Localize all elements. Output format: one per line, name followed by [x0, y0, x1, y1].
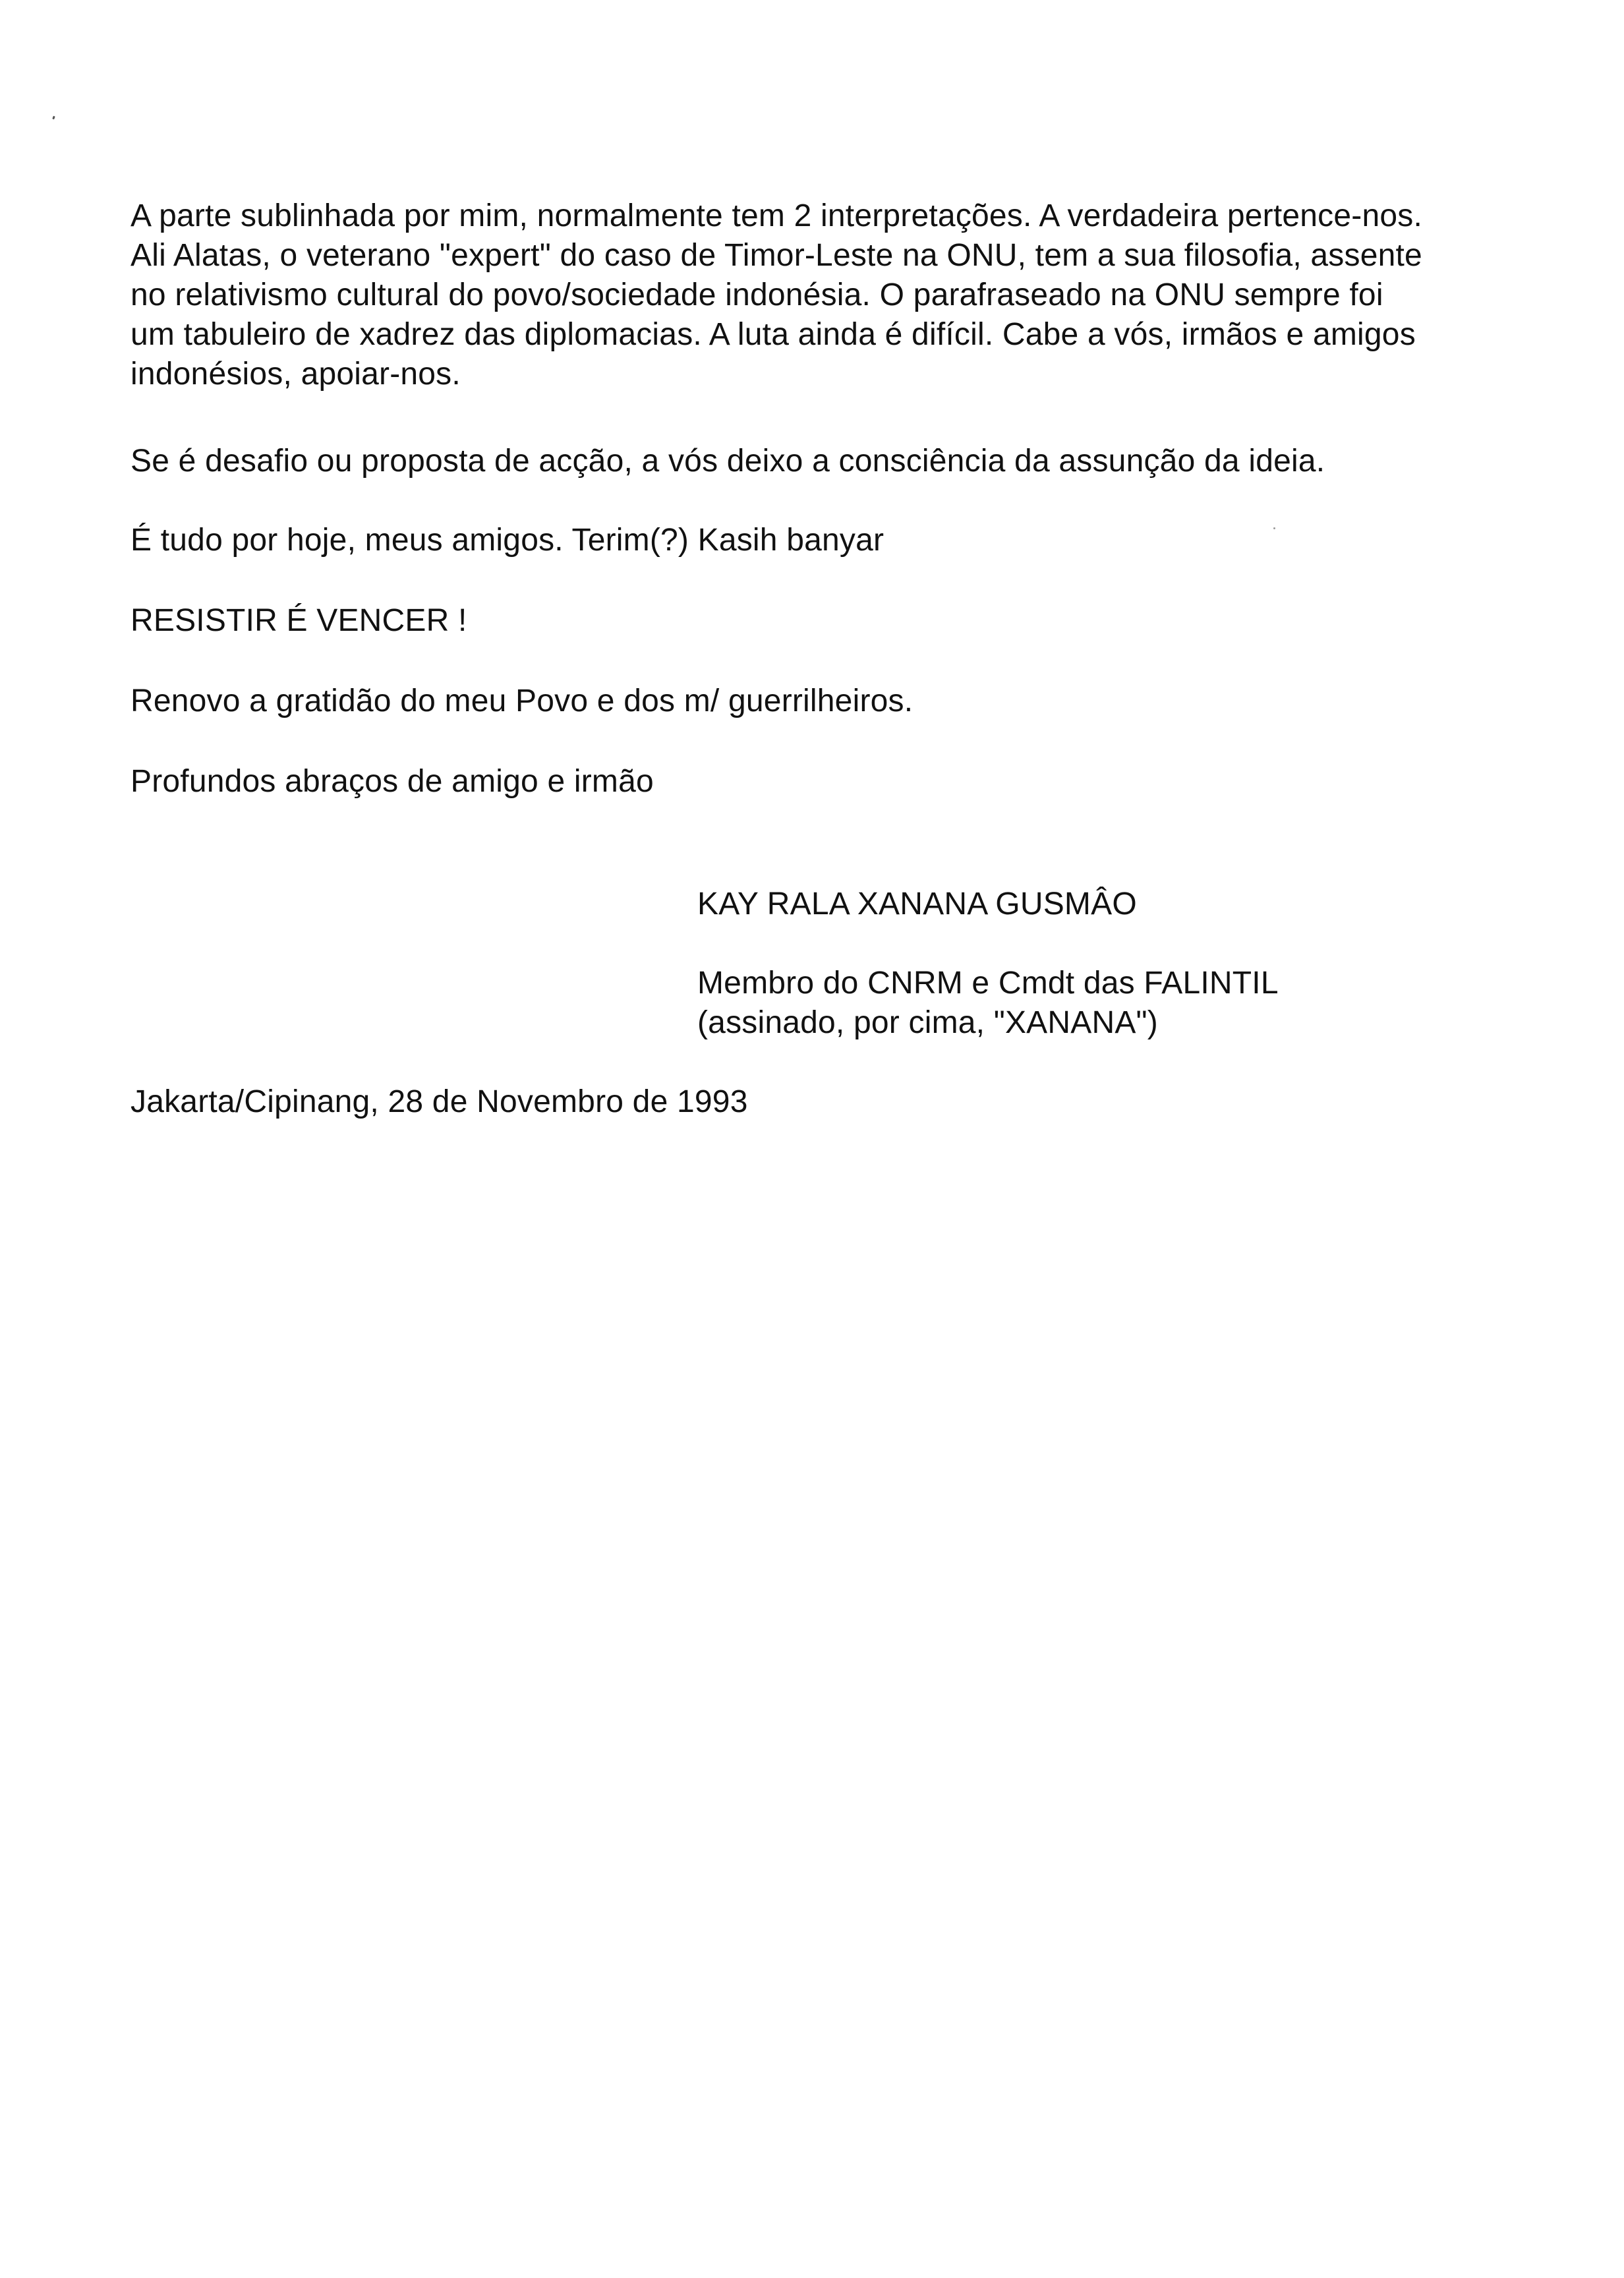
paragraph-line: A parte sublinhada por mim, normalmente tem 2 interpretações. A verdadeira pertence-nos. [130, 198, 1422, 233]
paragraph-farewell: Profundos abraços de amigo e irmão [130, 764, 654, 799]
paragraph-motto: RESISTIR É VENCER ! [130, 603, 467, 638]
place-and-date: Jakarta/Cipinang, 28 de Novembro de 1993 [130, 1084, 748, 1119]
scan-speck [1273, 527, 1275, 529]
paragraph-interpretations [130, 196, 1422, 394]
paragraph-closing-today: É tudo por hoje, meus amigos. Terim(?) Kasih banyar [130, 523, 884, 558]
paragraph-challenge: Se é desafio ou proposta de acção, a vós deixo a consciência da assunção da ideia. [130, 444, 1325, 479]
paragraph-line: um tabuleiro de xadrez das diplomacias. A luta ainda é difícil. Cabe a vós, irmãos e amigos [130, 317, 1416, 352]
scan-speck [52, 116, 55, 120]
paragraph-line: indonésios, apoiar-nos. [130, 357, 461, 392]
signature-role [697, 964, 1279, 1043]
paragraph-gratitude: Renovo a gratidão do meu Povo e dos m/ guerrilheiros. [130, 684, 914, 718]
paragraph-line: no relativismo cultural do povo/sociedade indonésia. O parafraseado na ONU sempre foi [130, 277, 1383, 312]
signature-role-line: Membro do CNRM e Cmdt das FALINTIL [697, 966, 1279, 1001]
signature-name: KAY RALA XANANA GUSMÂO [697, 887, 1137, 921]
paragraph-line: Ali Alatas, o veterano "expert" do caso de Timor-Leste na ONU, tem a sua filosofia, assente [130, 238, 1422, 273]
signature-note-line: (assinado, por cima, "XANANA") [697, 1005, 1158, 1040]
